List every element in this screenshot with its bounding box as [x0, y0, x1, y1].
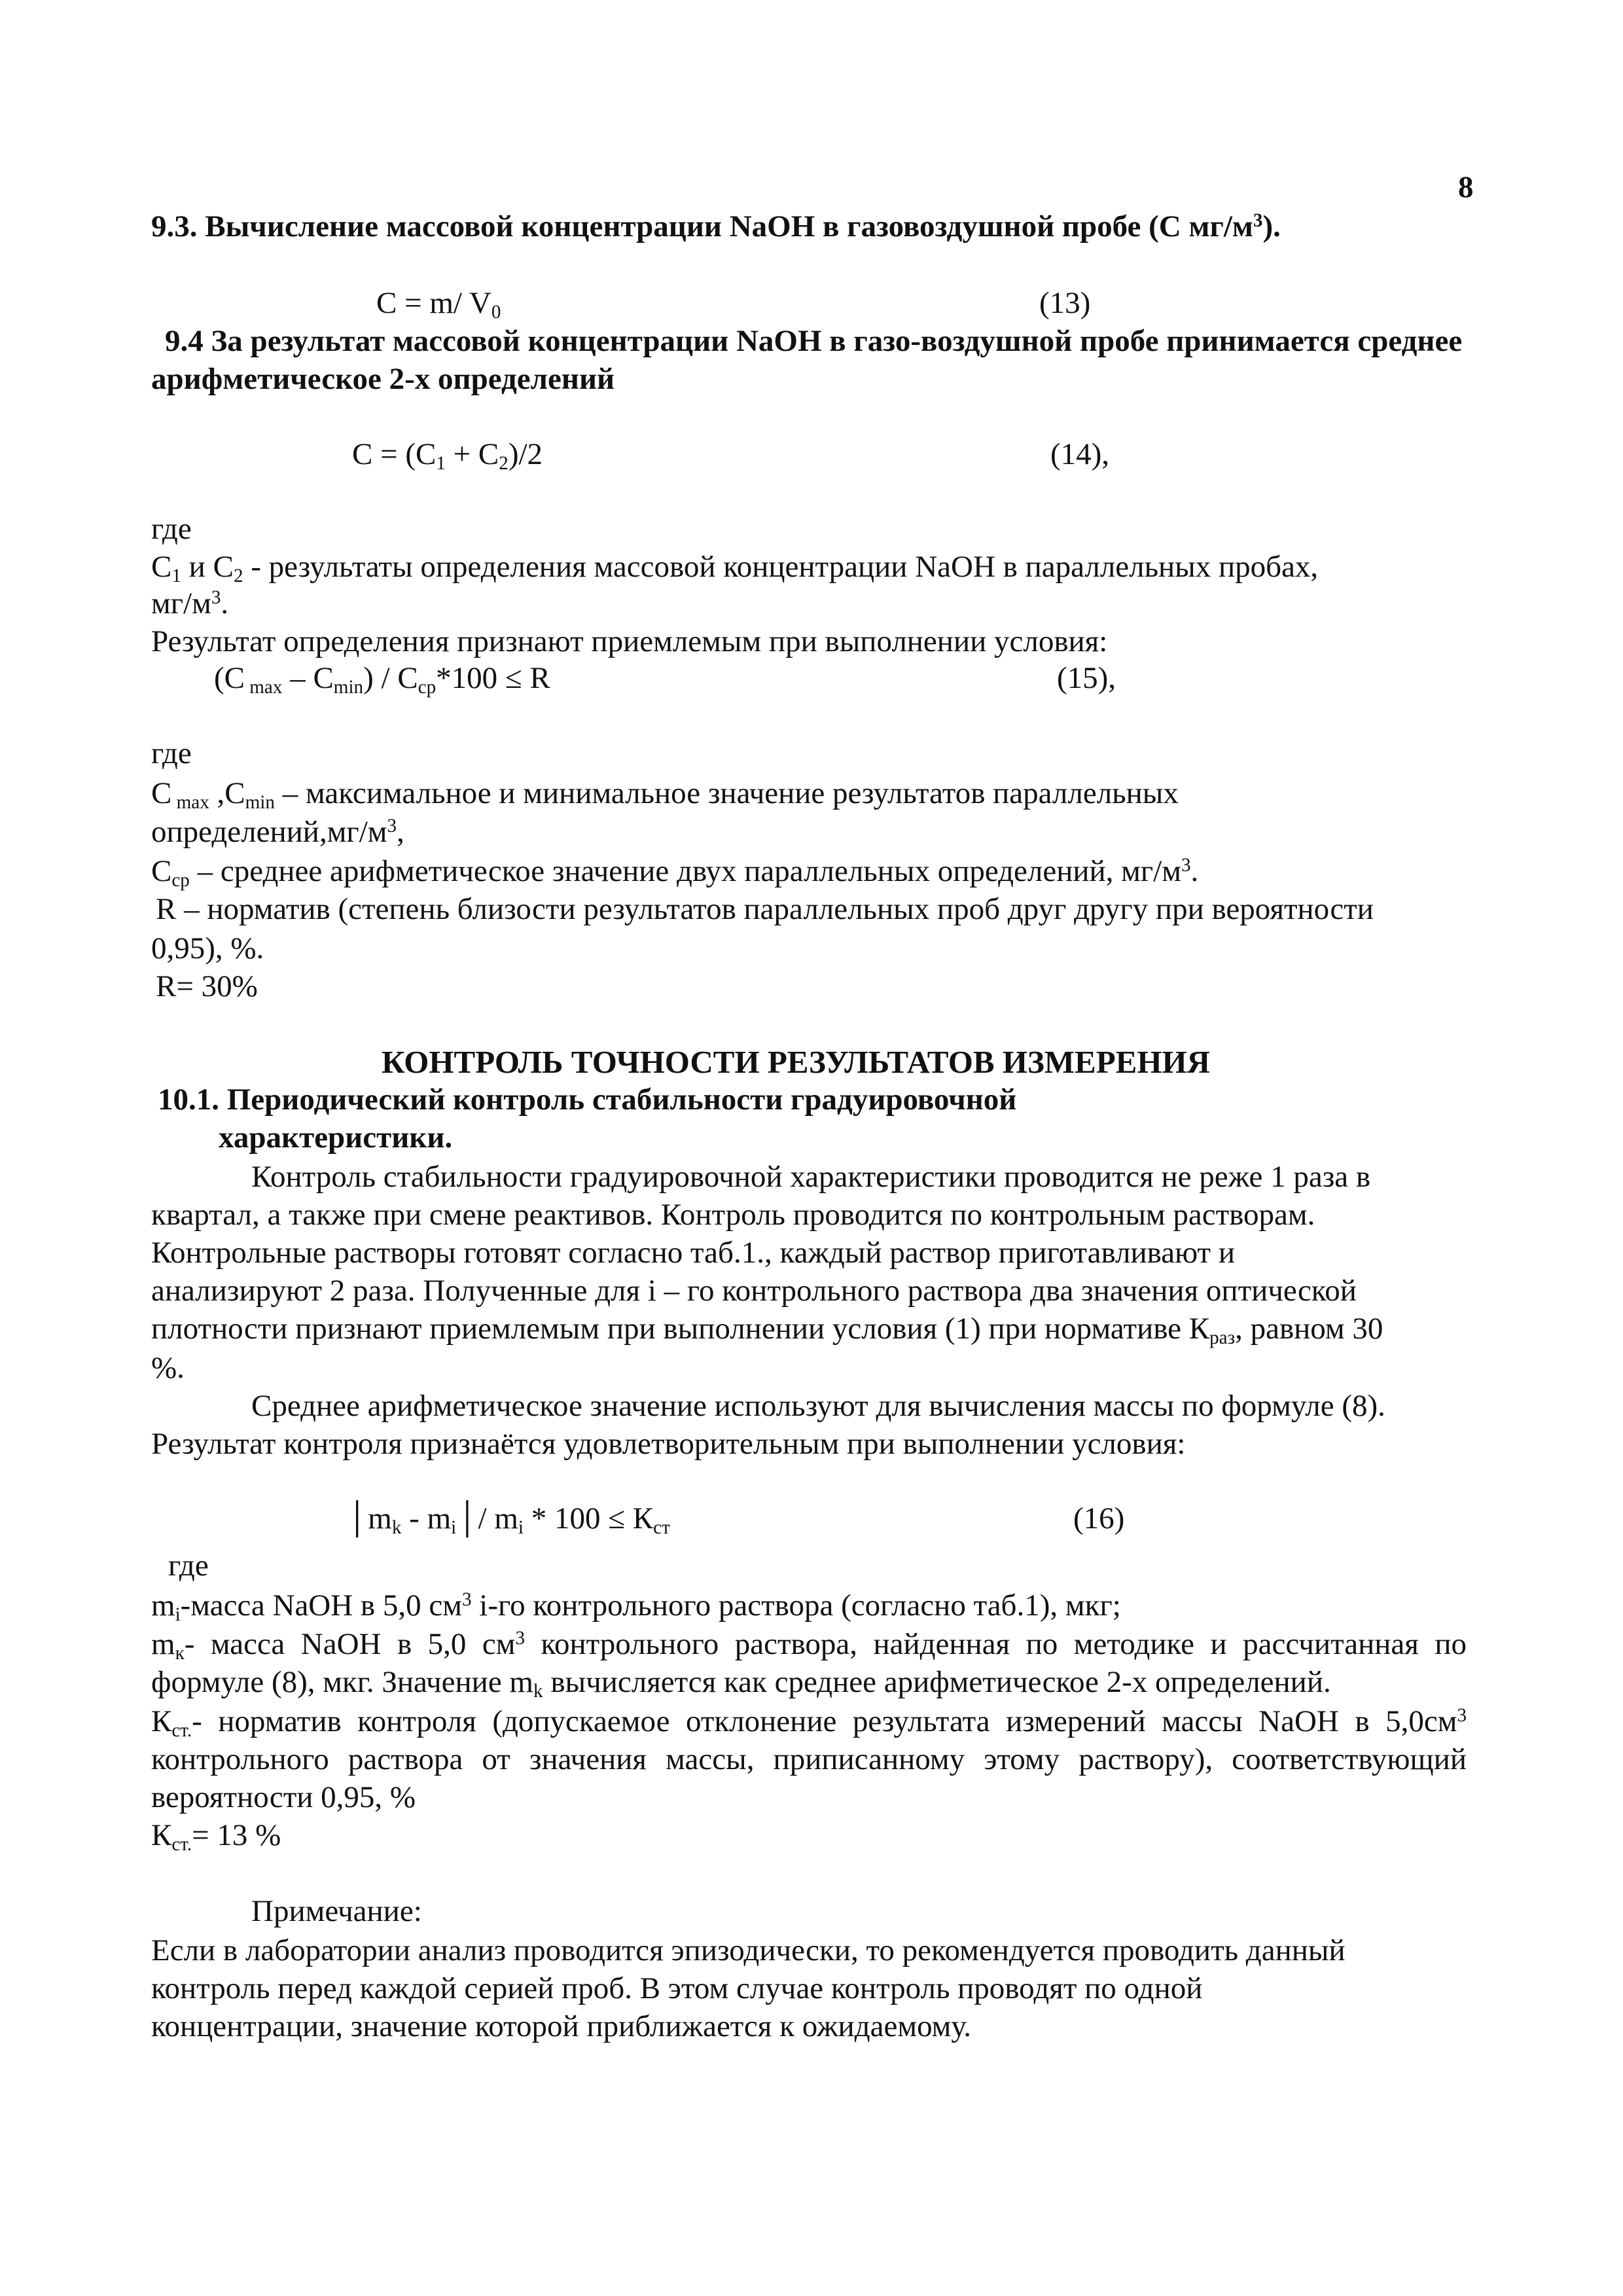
note-line-1: Если в лаборатории анализ проводится эпизодически, то рекомендуется проводить данный: [151, 1933, 1346, 1967]
formula-16-number: (16): [1073, 1501, 1125, 1535]
where-label-3: где: [168, 1549, 209, 1583]
paragraph-1-line-3: Контрольные растворы готовят согласно таб.1., каждый раствор приготавливают и: [151, 1236, 1235, 1270]
kct-definition-line-3: вероятности 0,95, %: [151, 1780, 416, 1814]
mk-definition-line-2: формуле (8), мкг. Значение $m_k$ вычисляется как среднее арифметическое 2-х определений.: [151, 1665, 1331, 1702]
note-line-2: контроль перед каждой серией проб. В этом случае контроль проводят по одной: [151, 1971, 1203, 2005]
paragraph-1-line-5: плотности признают приемлемым при выполнении условия (1) при нормативе $К_{раз}$, равном 30: [151, 1312, 1383, 1349]
cmax-cmin-unit: $определений,мг/м^3$,: [151, 815, 404, 849]
paragraph-1-line-4: анализируют 2 раза. Полученные для i – го контрольного раствора два значения оптической: [151, 1274, 1357, 1308]
page-number: 8: [1458, 170, 1474, 204]
paragraph-1-line-1: Контроль стабильности градуировочной характеристики проводится не реже 1 раза в: [251, 1160, 1371, 1194]
where-label-2: где: [151, 736, 192, 770]
where-label-1: где: [151, 512, 192, 546]
note-line-3: концентрации, значение которой приближается к ожидаемому.: [151, 2009, 971, 2043]
formula-15: (С $_{max} - С_{min}) / С_{ср}*100 \le R$: [214, 661, 550, 698]
paragraph-2-line-1: Среднее арифметическое значение используют для вычисления массы по формуле (8).: [251, 1389, 1385, 1423]
section-9-3-title: 9.3. Вычисление массовой концентрации NaOH в газовоздушной пробе (С $мг/м^3$).: [151, 209, 1281, 243]
paragraph-1-line-6: %.: [151, 1351, 185, 1385]
r-definition-line-1: R – норматив (степень близости результатов параллельных проб друг другу при вероятности: [156, 892, 1374, 926]
section-10-1-title-line-2: характеристики.: [219, 1121, 453, 1155]
section-9-4-line-1: 9.4 За результат массовой концентрации NaOH в газо-воздушной пробе принимается среднее: [165, 324, 1463, 358]
c1-c2-unit: $мг/м^3$.: [151, 586, 229, 620]
mk-definition-line-1: $m_к-$ масса NaOH в 5,0 $см^3$ контрольного раствора, найденная по методике и рассчитанная по: [151, 1627, 1467, 1664]
paragraph-1-line-2: квартал, а также при смене реактивов. Контроль проводится по контрольным растворам.: [151, 1198, 1315, 1232]
section-10-1-title-line-1: 10.1. Периодический контроль стабильности градуировочной: [158, 1083, 1017, 1117]
formula-15-number: (15),: [1057, 661, 1116, 695]
formula-13: С = m/ $V_0$: [376, 286, 501, 323]
section-heading: КОНТРОЛЬ ТОЧНОСТИ РЕЗУЛЬТАТОВ ИЗМЕРЕНИЯ: [382, 1044, 1210, 1080]
formula-14: $С = (С_1 + С_2)/2$: [352, 437, 543, 475]
acceptance-line: Результат определения признают приемлемым при выполнении условия:: [151, 624, 1108, 658]
formula-14-number: (14),: [1050, 437, 1110, 471]
kct-definition-line-2: контрольного раствора от значения массы, приписанному этому раствору), соответствующий: [151, 1742, 1467, 1776]
ccp-definition: $С_{ср}$ – среднее арифметическое значение двух параллельных определений, $мг/м^3$.: [151, 854, 1199, 891]
section-9-4-line-2: арифметическое 2-х определений: [151, 362, 615, 396]
note-title: Примечание:: [251, 1894, 422, 1928]
r-value: R= 30%: [156, 969, 258, 1003]
formula-16: $│m_k$ - $m_i│/$ $m_i * 100 \le К_{ст}$: [346, 1501, 670, 1539]
kct-definition-line-1: $К_{ст.}-$ норматив контроля (допускаемое отклонение результата измерений массы NaOH в $5,0см^3$: [151, 1704, 1467, 1742]
r-definition-line-2: 0,95), %.: [151, 931, 264, 965]
formula-13-number: (13): [1039, 286, 1091, 320]
c1-c2-definition: $С_1$ и $С_2$ - результаты определения массовой концентрации NaOH в параллельных пробах,: [151, 550, 1319, 587]
kct-value: $К_{ст.}= 13$ %: [151, 1818, 281, 1856]
paragraph-2-line-2: Результат контроля признаётся удовлетворительным при выполнении условия:: [151, 1427, 1186, 1461]
mi-definition: $m_i$-масса NaOH в 5,0 $см^3$ i-го контрольного раствора (согласно таб.1), мкг;: [151, 1588, 1121, 1626]
cmax-cmin-definition: С $_{max}$ $,С_{min}$ – максимальное и минимальное значение результатов параллельных: [151, 776, 1179, 814]
